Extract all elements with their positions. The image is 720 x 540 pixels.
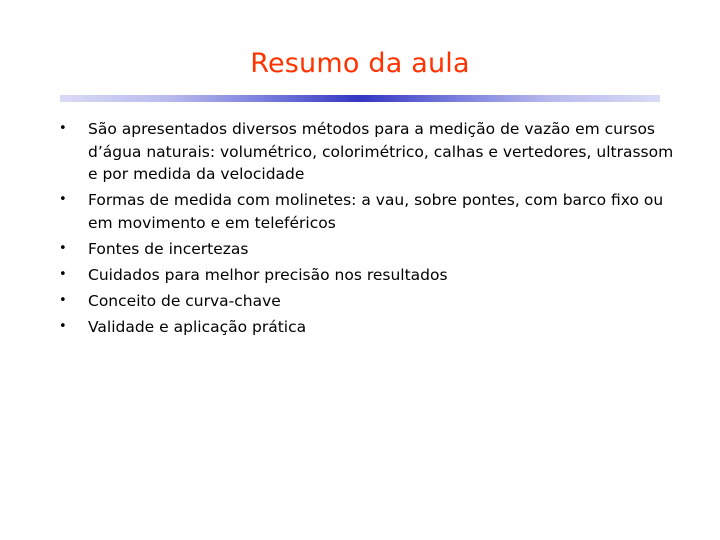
bullet-icon: • bbox=[59, 240, 67, 256]
bullet-text: Formas de medida com molinetes: a vau, sobre pontes, com barco fixo ou em movimento e em teleféricos bbox=[88, 191, 664, 232]
bullet-icon: • bbox=[59, 192, 67, 207]
bullet-icon: • bbox=[59, 266, 67, 282]
bullet-icon: • bbox=[59, 121, 67, 136]
bullet-icon: • bbox=[59, 318, 67, 334]
list-item bbox=[56, 118, 676, 186]
bullet-text: Validade e aplicação prática bbox=[88, 317, 307, 336]
list-item bbox=[56, 238, 676, 261]
slide-title: Resumo da aula bbox=[250, 48, 470, 79]
list-item bbox=[56, 290, 676, 313]
bullet-icon: • bbox=[59, 292, 67, 308]
title-divider bbox=[60, 95, 660, 102]
bullet-text: São apresentados diversos métodos para a medição de vazão em cursos d’água naturais: volumétrico, colorimétrico, calhas e vertedores, ultrassom e por medida da velocidade bbox=[88, 120, 674, 183]
list-item bbox=[56, 316, 676, 339]
list-item bbox=[56, 264, 676, 287]
bullet-list bbox=[56, 118, 676, 342]
bullet-text: Fontes de incertezas bbox=[88, 239, 249, 258]
bullet-text: Cuidados para melhor precisão nos resultados bbox=[88, 265, 448, 284]
bullet-text: Conceito de curva-chave bbox=[88, 291, 281, 310]
list-item bbox=[56, 189, 676, 234]
